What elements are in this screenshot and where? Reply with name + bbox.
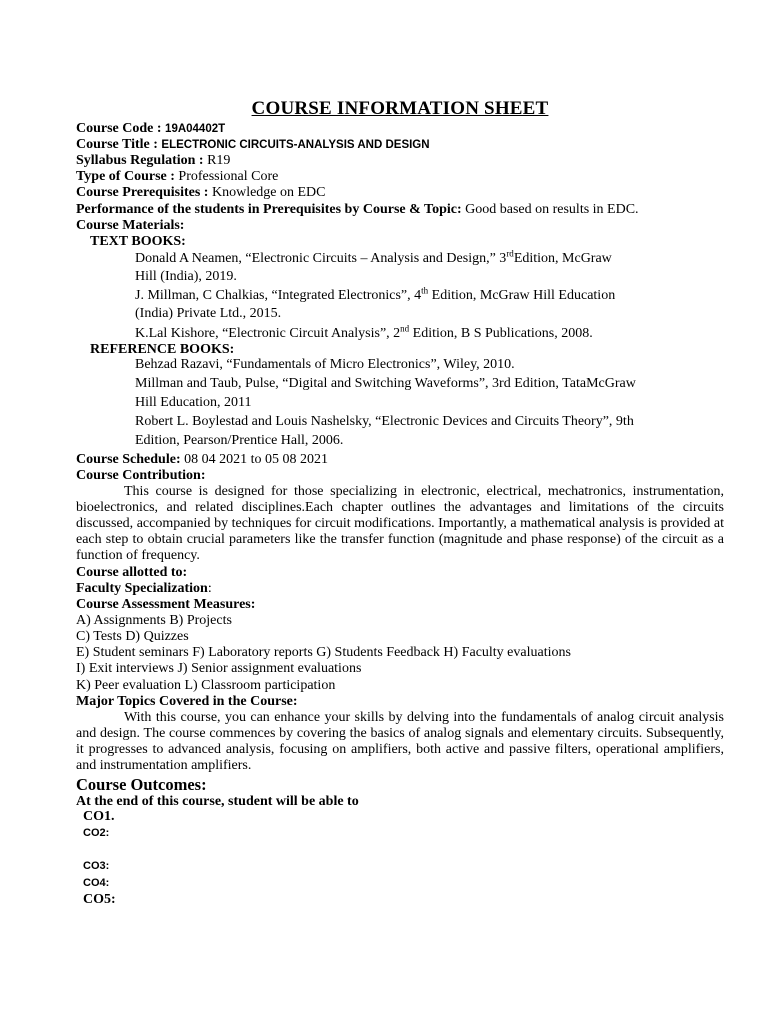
- course-title-label: Course Title :: [76, 137, 158, 152]
- syllabus-line: [76, 153, 230, 169]
- schedule-label: Course Schedule:: [76, 452, 181, 467]
- co3-label: CO3:: [83, 860, 110, 872]
- course-code-label: Course Code :: [76, 121, 162, 136]
- co1-label: CO1.: [83, 809, 115, 824]
- syllabus-label: Syllabus Regulation :: [76, 153, 204, 168]
- major-topics-paragraph: [76, 710, 724, 774]
- course-type-line: [76, 169, 278, 185]
- prerequisites-label: Course Prerequisites :: [76, 185, 209, 200]
- co4-label: CO4:: [83, 877, 110, 889]
- course-type-label: Type of Course :: [76, 169, 175, 184]
- reference-book-3-line-1: Robert L. Boylestad and Louis Nashelsky, “Electronic Devices and Circuits Theory”, 9th: [135, 414, 634, 429]
- course-title-line: [76, 137, 430, 153]
- course-materials-label: Course Materials:: [76, 218, 185, 233]
- contribution-label: Course Contribution:: [76, 468, 206, 483]
- text-book-2-sup: th: [421, 285, 429, 296]
- faculty-label: Faculty Specialization: [76, 581, 208, 596]
- page-title: COURSE INFORMATION SHEET: [251, 98, 549, 119]
- text-book-2-line-1: [135, 285, 616, 304]
- text-book-2-part-b: Edition, McGraw Hill Education: [428, 288, 616, 303]
- course-outcomes-heading: Course Outcomes:: [76, 775, 207, 794]
- faculty-line: [76, 581, 212, 597]
- assessment-line-5: K) Peer evaluation L) Classroom participation: [76, 678, 336, 693]
- performance-value: Good based on results in EDC.: [465, 202, 639, 217]
- schedule-line: [76, 452, 328, 468]
- contribution-paragraph: [76, 484, 724, 564]
- text-book-3-part-a: K.Lal Kishore, “Electronic Circuit Analysis”, 2: [135, 326, 401, 341]
- reference-book-2-line-1: Millman and Taub, Pulse, “Digital and Switching Waveforms”, 3rd Edition, TataMcGraw: [135, 376, 636, 391]
- prerequisites-value: Knowledge on EDC: [211, 185, 326, 200]
- course-code-line: [76, 121, 225, 137]
- performance-line: [76, 202, 639, 218]
- text-book-3-part-b: Edition, B S Publications, 2008.: [409, 326, 593, 341]
- faculty-colon: :: [207, 581, 212, 596]
- performance-label: Performance of the students in Prerequisites by Course & Topic:: [76, 202, 462, 217]
- assessment-line-2: C) Tests D) Quizzes: [76, 629, 189, 644]
- reference-books-heading: REFERENCE BOOKS:: [90, 342, 235, 357]
- allotted-label: Course allotted to:: [76, 565, 188, 580]
- text-book-1-line-2: Hill (India), 2019.: [135, 269, 237, 284]
- reference-book-2-line-2: Hill Education, 2011: [135, 395, 252, 410]
- major-topics-text: With this course, you can enhance your skills by delving into the fundamentals of analog circuit analysis and design. The course commences by covering the basics of analog signals and elementary circuits. Subsequently, it progresses to advanced analysis, focusing on amplifiers, both active and passive filters, operational amplifiers, and instrumentation amplifiers.: [76, 710, 724, 773]
- course-code-value: 19A04402T: [165, 123, 226, 135]
- reference-book-3-line-2: Edition, Pearson/Prentice Hall, 2006.: [135, 433, 344, 448]
- co5-label: CO5:: [83, 892, 116, 907]
- text-book-1-sup: rd: [506, 248, 514, 259]
- text-books-heading: TEXT BOOKS:: [90, 234, 186, 249]
- text-book-1-line-1: [135, 248, 612, 267]
- contribution-text: This course is designed for those specializing in electronic, electrical, mechatronics, instrumentation, bioelectronics, and related disciplines.Each chapter outlines the advantages and limitations of the circuits discussed, accompanied by techniques for circuit modifications. Importantly, a mathematical analysis is provided at each step to obtain crucial parameters like the transfer function (magnitude and phase response) of the circuit as a function of frequency.: [76, 484, 724, 563]
- text-book-1-part-b: Edition, McGraw: [513, 251, 612, 266]
- prerequisites-line: [76, 185, 326, 201]
- outcomes-intro: At the end of this course, student will be able to: [76, 794, 359, 809]
- co2-label: CO2:: [83, 827, 110, 839]
- text-book-3-line-1: [135, 323, 593, 342]
- text-book-3-sup: nd: [400, 323, 410, 334]
- schedule-value: 08 04 2021 to 05 08 2021: [184, 452, 329, 467]
- assessment-label: Course Assessment Measures:: [76, 597, 256, 612]
- assessment-line-4: I) Exit interviews J) Senior assignment evaluations: [76, 661, 362, 676]
- reference-book-1: Behzad Razavi, “Fundamentals of Micro Electronics”, Wiley, 2010.: [135, 357, 515, 372]
- assessment-line-3: E) Student seminars F) Laboratory reports G) Students Feedback H) Faculty evaluations: [76, 645, 571, 660]
- course-title-value: ELECTRONIC CIRCUITS-ANALYSIS AND DESIGN: [161, 139, 430, 151]
- text-book-2-line-2: (India) Private Ltd., 2015.: [135, 306, 282, 321]
- course-type-value: Professional Core: [178, 169, 279, 184]
- assessment-line-1: A) Assignments B) Projects: [76, 613, 232, 628]
- text-book-1-part-a: Donald A Neamen, “Electronic Circuits – Analysis and Design,” 3: [135, 251, 507, 266]
- text-book-2-part-a: J. Millman, C Chalkias, “Integrated Electronics”, 4: [135, 288, 422, 303]
- major-topics-label: Major Topics Covered in the Course:: [76, 694, 298, 709]
- syllabus-value: R19: [207, 153, 231, 168]
